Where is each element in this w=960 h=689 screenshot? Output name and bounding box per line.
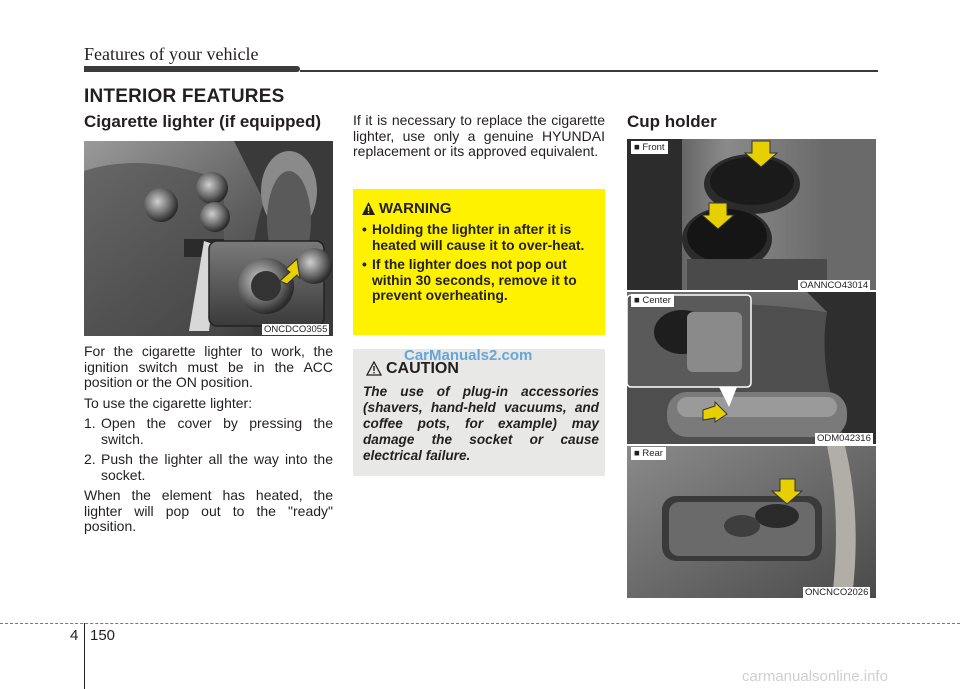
replace-text: If it is necessary to replace the cigarette lighter, use only a genuine HYUNDAI replacement or its approved equivalent. <box>353 112 605 159</box>
cupholder-rear-tag: ■ Rear <box>631 447 666 460</box>
footer-rule <box>0 623 960 624</box>
header-bar <box>84 66 300 72</box>
header-rule <box>300 70 878 72</box>
caution-triangle-icon <box>366 361 382 376</box>
warning-title: WARNING <box>379 200 452 217</box>
cigarette-step <box>84 452 333 483</box>
cigarette-lighter-photo <box>84 141 333 336</box>
watermark-site: carmanualsonline.info <box>742 668 888 685</box>
cigarette-body <box>84 344 333 540</box>
warning-list <box>362 222 598 308</box>
warning-item-text: Holding the lighter in after it is heated will cause it to over-heat. <box>372 222 585 253</box>
cupholder-heading: Cup holder <box>627 112 717 131</box>
cigarette-outro: When the element has heated, the lighter will pop out to the "ready" position. <box>84 487 333 534</box>
cigarette-image-code: ONCDCO3055 <box>264 324 328 335</box>
watermark-carmanuals: CarManuals2.com <box>404 347 533 364</box>
cupholder-center-code: ODM042316 <box>817 433 871 444</box>
cigarette-use-title: To use the cigarette lighter: <box>84 394 253 411</box>
warning-item <box>362 222 598 253</box>
cupholder-rear-photo <box>627 446 876 598</box>
warning-item <box>362 257 598 304</box>
cupholder-center-photo <box>627 292 876 444</box>
caution-title: CAUTION <box>386 360 459 377</box>
cupholder-rear-code: ONCNCO2026 <box>805 587 869 598</box>
page-number: 150 <box>90 627 116 644</box>
step-number: 1. <box>84 415 96 431</box>
footer-divider <box>84 623 85 689</box>
cupholder-center-tag: ■ Center <box>631 294 674 307</box>
cupholder-front-tag: ■ Front <box>631 141 668 154</box>
step-number: 2. <box>84 451 96 467</box>
cupholder-front-code: OANNCO43014 <box>800 280 869 291</box>
cigarette-heading: Cigarette lighter (if equipped) <box>84 112 322 131</box>
warning-item-text: If the lighter does not pop out within 30 seconds, remove it to prevent overheating. <box>372 257 577 303</box>
cupholder-front-photo <box>627 139 876 290</box>
step-text: Open the cover by pressing the switch. <box>101 415 333 447</box>
chapter-number: 4 <box>70 627 79 644</box>
warning-triangle-icon <box>361 201 376 216</box>
cigarette-step <box>84 416 333 447</box>
bullet: • <box>362 222 367 237</box>
caution-text: The use of plug-in accessories (shavers, hand-held vacuums, and coffee pots, for example) may damage the socket or cause electrical failure. <box>363 384 599 463</box>
cigarette-intro: For the cigarette lighter to work, the ignition switch must be in the ACC position or the ON position. <box>84 343 333 390</box>
step-text: Push the lighter all the way into the socket. <box>101 451 333 483</box>
section-title: INTERIOR FEATURES <box>84 86 285 107</box>
bullet: • <box>362 257 367 272</box>
cigarette-replace <box>353 113 605 165</box>
running-header: Features of your vehicle <box>84 44 259 64</box>
